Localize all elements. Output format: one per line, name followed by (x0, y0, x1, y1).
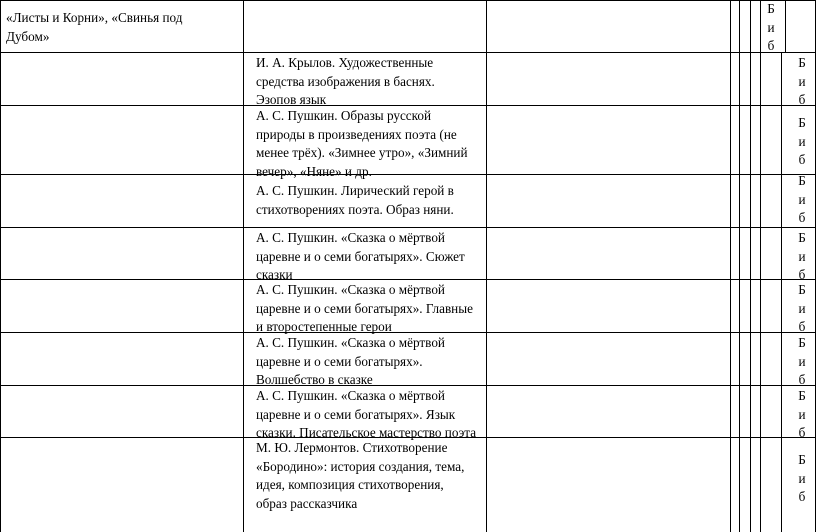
lesson-topic-cell (256, 229, 465, 285)
column-border (750, 0, 751, 532)
resource-letter: б (798, 210, 806, 226)
resource-cell (794, 451, 810, 532)
row-border (0, 52, 816, 53)
lesson-topic-cell (256, 387, 476, 443)
resource-cell (794, 334, 810, 390)
resource-letter: и (798, 248, 806, 264)
resource-cell (794, 114, 810, 173)
lesson-topic-cell (256, 334, 445, 390)
topic-line: А. С. Пушкин. Лирический герой в (256, 183, 454, 198)
row-border (0, 0, 816, 1)
topic-line: А. С. Пушкин. Образы русской (256, 108, 432, 123)
column-border (730, 0, 731, 532)
resource-letter: Б (798, 173, 806, 188)
resource-letter: и (798, 191, 806, 207)
resource-letter: Б (798, 230, 806, 245)
resource-letter: б (798, 319, 806, 335)
resource-cell (794, 281, 810, 337)
resource-letter: и (798, 406, 806, 422)
row-border (0, 227, 816, 228)
topic-line: идея, композиция стихотворения, (256, 477, 444, 493)
topic-line: И. А. Крылов. Художественные (256, 55, 434, 70)
topic-line: «Бородино»: история создания, тема, (256, 458, 465, 474)
resource-letter: б (767, 38, 775, 54)
topic-line: А. С. Пушкин. «Сказка о мёртвой (256, 282, 445, 297)
topic-line: сказки. Писательское мастерство поэта (256, 425, 477, 441)
topic-line: образ рассказчика (256, 495, 358, 511)
topic-line: средства изображения в баснях. (256, 73, 435, 89)
resource-cell (794, 172, 810, 227)
column-border (486, 0, 487, 532)
resource-letter: б (798, 372, 806, 388)
topic-line: Волшебство в сказке (256, 372, 373, 388)
resource-cell (794, 54, 810, 110)
topic-line: А. С. Пушкин. «Сказка о мёртвой (256, 230, 445, 245)
topic-line: Эзопов язык (256, 92, 327, 108)
column-border (0, 0, 1, 532)
header-resource-cell (763, 0, 779, 56)
topic-line: царевне и о семи богатырях». Главные (256, 300, 473, 316)
column-border (760, 0, 761, 532)
topic-line: стихотворениях поэта. Образ няни. (256, 201, 454, 217)
resource-letter: Б (798, 335, 806, 350)
resource-letter: Б (798, 388, 806, 403)
resource-letter: и (798, 470, 806, 486)
topic-line: менее трёх). «Зимнее утро», «Зимний (256, 145, 468, 161)
lesson-topic-cell (256, 439, 464, 513)
topic-line: М. Ю. Лермонтов. Стихотворение (256, 440, 448, 455)
header-title-cell (6, 9, 182, 46)
topic-line: царевне и о семи богатырях». Сюжет (256, 248, 465, 264)
header-title-line: Дубом» (6, 28, 50, 44)
resource-letter: Б (798, 55, 806, 70)
resource-cell (794, 387, 810, 443)
resource-letter: б (798, 489, 806, 505)
lesson-topic-cell (256, 182, 454, 219)
resource-letter: б (798, 267, 806, 283)
resource-letter: и (767, 19, 775, 35)
topic-line: сказки (256, 267, 293, 283)
topic-line: и второстепенные герои (256, 319, 392, 335)
resource-letter: б (798, 425, 806, 441)
lesson-topic-cell (256, 54, 435, 110)
topic-line: А. С. Пушкин. «Сказка о мёртвой (256, 335, 445, 350)
column-border (739, 0, 740, 532)
topic-line: царевне и о семи богатырях». Язык (256, 406, 456, 422)
resource-letter: Б (798, 115, 806, 130)
topic-line: А. С. Пушкин. «Сказка о мёртвой (256, 388, 445, 403)
column-border (781, 52, 782, 532)
resource-letter: б (798, 92, 806, 108)
resource-letter: и (798, 300, 806, 316)
header-title-line: «Листы и Корни», «Свинья под (6, 10, 183, 25)
topic-line: природы в произведениях поэта (не (256, 126, 457, 142)
resource-letter: б (798, 152, 806, 168)
column-border (243, 0, 244, 532)
column-border (785, 0, 786, 52)
resource-letter: Б (767, 1, 775, 16)
lesson-topic-cell (256, 281, 473, 337)
topic-line: вечер», «Няне» и др. (256, 163, 372, 179)
resource-cell (794, 229, 810, 285)
resource-letter: и (798, 353, 806, 369)
resource-letter: и (798, 73, 806, 89)
resource-letter: Б (798, 282, 806, 297)
resource-letter: и (798, 133, 806, 149)
resource-letter: Б (798, 452, 806, 467)
topic-line: царевне и о семи богатырях». (256, 353, 423, 369)
lesson-topic-cell (256, 107, 468, 181)
